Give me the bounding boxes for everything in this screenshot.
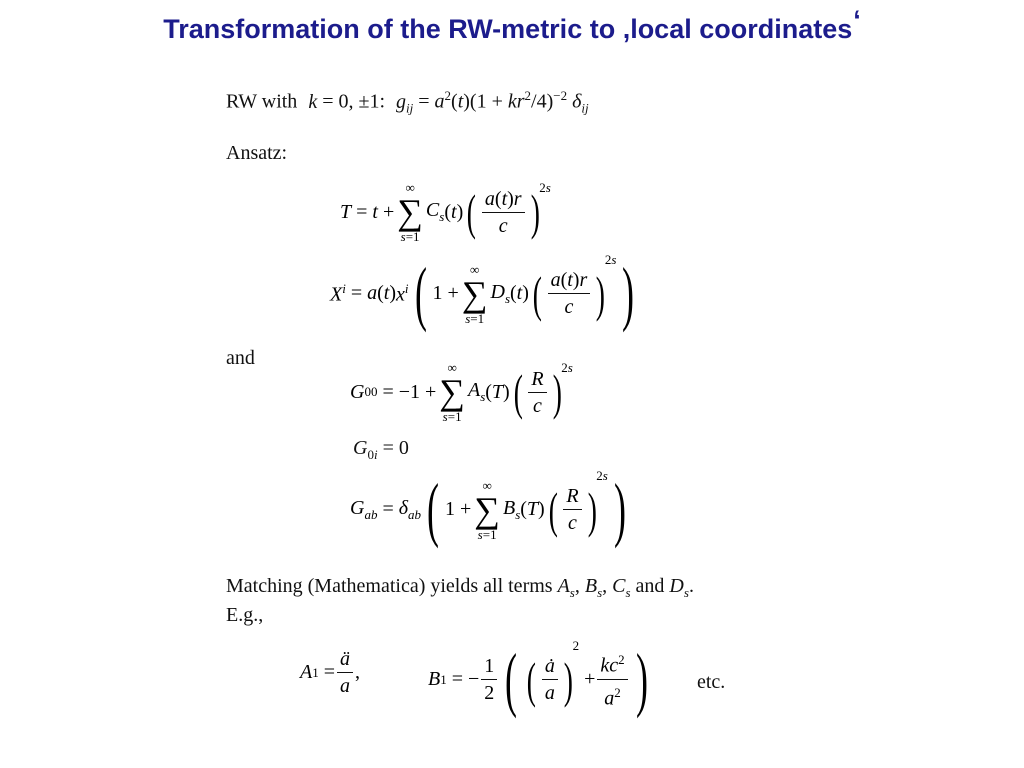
equation-X: $X^i$ = a ( t ) $x^i$ ( 1 + ∞ ∑ s=1 $D_s$ ( t ) ( $\frac{a(t)r}{c}$ ) 2s ) [330,252,635,333]
equation-G00: G 00 = −1 + ∞ ∑ s=1 $A_s$ ( T ) ( $\frac{R}{c}$ ) 2s [350,360,573,424]
equation-Gab: $G_{ab}$ = $\delta_{ab}$ ( 1 + ∞ ∑ s=1 $B_s$ ( T ) ( $\frac{R}{c}$ ) 2s ) [350,468,626,549]
slide-title: Transformation of the RW-metric to ,local coordinates‘ [163,5,861,44]
etc-label: etc. [697,671,726,693]
eg-label: E.g., [226,604,264,626]
matching-text: Matching (Mathematica) yields all terms [226,575,553,597]
equation-A1: A 1 = $\frac{ä}{a}$ , [300,648,360,697]
equation-T: T = t + ∞ ∑ s=1 $C_s$ ( t ) ( $\frac{a(t)r}{c}$ ) 2s [340,180,551,244]
rw-prefix: RW with [226,90,298,113]
ansatz-label: Ansatz: [226,142,288,164]
rw-line: RW with k = 0, ±1: $g_{ij} = a^2(t)(1 + kr^2/4)^{-2}$ $\delta_{ij}$ [226,88,589,116]
equation-G0i: $G_{0i} = 0$ [353,437,409,462]
matching-line: Matching (Mathematica) yields all terms $A_s$, $B_s$, $C_s$ and $D_s$. [226,575,694,600]
title-closing-quote: ‘ [853,5,861,35]
and-label: and [226,347,255,369]
equation-B1: B 1 = − $\frac{1}{2}$ ( ( $\frac{ȧ}{a}$ ) 2 + $\frac{kc^2}{a^2}$ ) [428,638,648,719]
